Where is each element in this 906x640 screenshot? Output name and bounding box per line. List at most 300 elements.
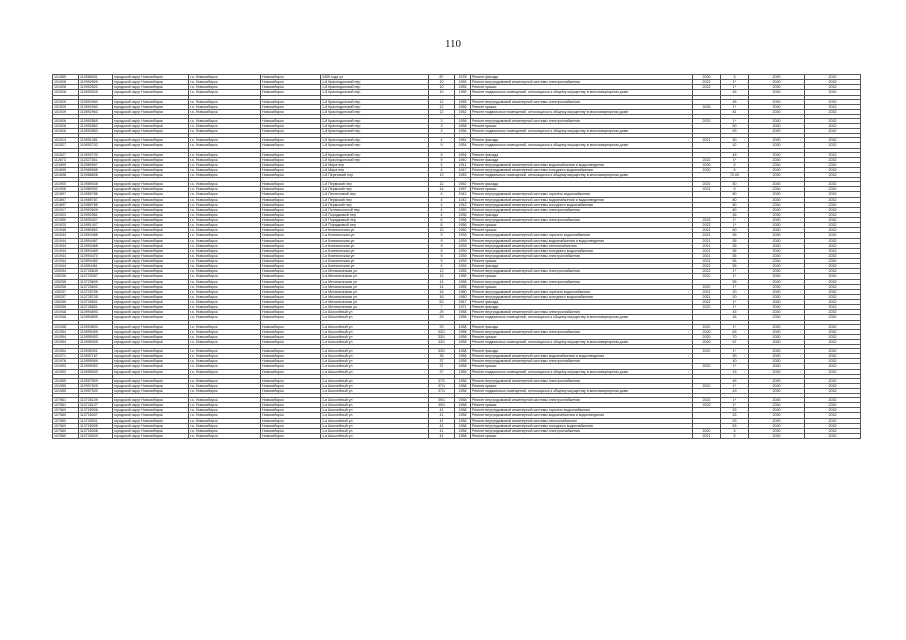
cell-plan-start: 2030: [749, 197, 805, 202]
cell-plan-end: 2032: [805, 173, 861, 178]
cell-year-built: 1953: [455, 173, 471, 178]
cell-street: 1-я Шоссейный ул: [321, 339, 429, 344]
cell-record-id: 110997505: [79, 383, 113, 388]
cell-year-built: 1955: [455, 274, 471, 279]
cell-year-built: 1958: [455, 329, 471, 334]
cell-record-id: 110725706: [79, 289, 113, 294]
cell-plan-start: 2030: [749, 192, 805, 197]
cell-municipality: городской округ Новосибирск: [113, 75, 189, 80]
cell-record-id: 110994894: [79, 324, 113, 329]
cell-house-number: 9: [429, 143, 455, 148]
cell-street: 1-я Механическая ул: [321, 294, 429, 299]
cell-house-number: 9: [429, 259, 455, 264]
cell-plan-start: 2030: [749, 248, 805, 253]
cell-house-number: 12: [429, 109, 455, 114]
cell-house-number: 87: [429, 75, 455, 80]
cell-last-repair-year: 2021: [693, 243, 721, 248]
cell-plan-end: 2032: [805, 129, 861, 134]
cell-locality: Новосибирск: [261, 339, 321, 344]
cell-wear-percent: 67: [721, 339, 749, 344]
cell-wear-percent: 55: [721, 243, 749, 248]
cell-city-district: г.о. Новосибирск: [189, 403, 261, 408]
cell-wear-percent: 1*: [721, 300, 749, 305]
cell-work-type: Ремонт внутридомовой инженерной системы электроснабжения: [471, 428, 693, 433]
cell-street: 1-я Механическая ул: [321, 269, 429, 274]
cell-municipality: городской округ Новосибирск: [113, 90, 189, 95]
cell-house-number: 14: [429, 284, 455, 289]
cell-street: 1-й Краснодонский пер: [321, 138, 429, 143]
cell-street: 1-й Пермский пер: [321, 182, 429, 187]
cell-street: 1-я Шоссейный ул: [321, 428, 429, 433]
cell-house-number: 37/1: [429, 388, 455, 393]
cell-record-id: 110992822: [79, 85, 113, 90]
cell-plan-start: 2030: [749, 433, 805, 438]
cell-last-repair-year: 2022: [693, 85, 721, 90]
cell-plan-end: 2032: [805, 218, 861, 223]
cell-last-repair-year: 2022: [693, 403, 721, 408]
cell-house-number: 9: [429, 264, 455, 269]
cell-work-type: Ремонт фасада: [471, 75, 693, 80]
cell-house-number: 29: [429, 310, 455, 315]
cell-street: 1-я Шоссейный ул: [321, 310, 429, 315]
cell-record-id: 110989565: [79, 167, 113, 172]
cell-house-id: 101923: [53, 212, 79, 217]
cell-work-type: Ремонт подвальных помещений, относящихся к общему имуществу в многоквартирном доме: [471, 90, 693, 95]
cell-city-district: г.о. Новосибирск: [189, 408, 261, 413]
cell-house-id: 101948: [53, 228, 79, 233]
cell-municipality: городской округ Новосибирск: [113, 408, 189, 413]
cell-year-built: 1958: [455, 418, 471, 423]
cell-municipality: городской округ Новосибирск: [113, 423, 189, 428]
cell-plan-end: 2032: [805, 310, 861, 315]
cell-municipality: городской округ Новосибирск: [113, 284, 189, 289]
cell-work-type: Ремонт подвальных помещений, относящихся к общему имуществу в многоквартирном доме: [471, 369, 693, 374]
cell-house-number: 12: [429, 228, 455, 233]
cell-plan-end: 2032: [805, 202, 861, 207]
cell-plan-start: 2030: [749, 349, 805, 354]
cell-year-built: 1958: [455, 334, 471, 339]
cell-street: 1-й Краснодонский пер: [321, 124, 429, 129]
cell-city-district: г.о. Новосибирск: [189, 279, 261, 284]
cell-municipality: городской округ Новосибирск: [113, 305, 189, 310]
cell-street: 1-я Шоссейный ул: [321, 324, 429, 329]
cell-municipality: городской округ Новосибирск: [113, 259, 189, 264]
cell-city-district: г.о. Новосибирск: [189, 369, 261, 374]
cell-plan-end: 2032: [805, 138, 861, 143]
cell-year-built: 1958: [455, 129, 471, 134]
cell-city-district: г.о. Новосибирск: [189, 334, 261, 339]
cell-work-type: Ремонт внутридомовой инженерной системы водоснабжения и водоотведения: [471, 197, 693, 202]
cell-record-id: 110995401: [79, 349, 113, 354]
table-row: [53, 433, 861, 438]
cell-wear-percent: 63: [721, 329, 749, 334]
cell-plan-start: 2030: [749, 243, 805, 248]
cell-plan-start: 2030: [749, 269, 805, 274]
cell-plan-start: 2030: [749, 398, 805, 403]
cell-locality: Новосибирск: [261, 192, 321, 197]
cell-work-type: Ремонт внутридомовой инженерной системы горячего водоснабжения: [471, 289, 693, 294]
cell-wear-percent: 80: [721, 182, 749, 187]
cell-record-id: 110995069: [79, 359, 113, 364]
cell-locality: Новосибирск: [261, 408, 321, 413]
cell-city-district: г.о. Новосибирск: [189, 418, 261, 423]
cell-wear-percent: 1*: [721, 218, 749, 223]
cell-city-district: г.о. Новосибирск: [189, 253, 261, 258]
cell-street: 1-й Краснодонский пер: [321, 90, 429, 95]
cell-street: 1-я Шоссейный ул: [321, 388, 429, 393]
cell-year-built: 1954: [455, 143, 471, 148]
cell-record-id: 110726801: [79, 305, 113, 310]
cell-plan-end: 2032: [805, 403, 861, 408]
cell-plan-start: 2030: [749, 264, 805, 269]
cell-wear-percent: 5: [721, 162, 749, 167]
cell-street: 1-я Механическая ул: [321, 300, 429, 305]
cell-year-built: 1956: [455, 223, 471, 228]
cell-house-id: 101954: [53, 329, 79, 334]
cell-year-built: 1958: [455, 423, 471, 428]
cell-house-number: 41: [429, 408, 455, 413]
cell-work-type: Ремонт фасада: [471, 349, 693, 354]
cell-work-type: Ремонт внутридомовой инженерной системы электроснабжения: [471, 310, 693, 315]
cell-year-built: 1955: [455, 99, 471, 104]
cell-municipality: городской округ Новосибирск: [113, 403, 189, 408]
cell-wear-percent: 1*: [721, 403, 749, 408]
cell-street: 1-й Пестеловый пер: [321, 192, 429, 197]
cell-municipality: городской округ Новосибирск: [113, 349, 189, 354]
cell-locality: Новосибирск: [261, 413, 321, 418]
cell-locality: Новосибирск: [261, 279, 321, 284]
cell-municipality: городской округ Новосибирск: [113, 378, 189, 383]
cell-wear-percent: 5: [721, 187, 749, 192]
cell-year-built: 1956: [455, 218, 471, 223]
cell-wear-percent: 1*: [721, 364, 749, 369]
cell-house-number: 41: [429, 428, 455, 433]
cell-last-repair-year: 2020: [693, 329, 721, 334]
cell-work-type: Ремонт внутридомовой инженерной системы водоснабжения и водоотведения: [471, 413, 693, 418]
cell-wear-percent: 55: [721, 248, 749, 253]
cell-plan-start: 2030: [749, 289, 805, 294]
cell-house-id: 101955: [53, 378, 79, 383]
cell-locality: Новосибирск: [261, 274, 321, 279]
cell-last-repair-year: 2021: [693, 259, 721, 264]
cell-year-built: 1958: [455, 433, 471, 438]
cell-city-district: г.о. Новосибирск: [189, 428, 261, 433]
cell-municipality: городской округ Новосибирск: [113, 329, 189, 334]
cell-work-type: Ремонт крыши: [471, 187, 693, 192]
cell-record-id: 110989787: [79, 197, 113, 202]
cell-year-built: 1960: [455, 289, 471, 294]
cell-locality: Новосибирск: [261, 300, 321, 305]
cell-municipality: городской округ Новосибирск: [113, 162, 189, 167]
cell-locality: Новосибирск: [261, 207, 321, 212]
cell-city-district: г.о. Новосибирск: [189, 157, 261, 162]
cell-locality: Новосибирск: [261, 433, 321, 438]
cell-city-district: г.о. Новосибирск: [189, 259, 261, 264]
cell-municipality: городской округ Новосибирск: [113, 383, 189, 388]
cell-plan-start: 2030: [749, 182, 805, 187]
cell-city-district: г.о. Новосибирск: [189, 243, 261, 248]
cell-house-number: 29: [429, 324, 455, 329]
cell-house-id: 101944: [53, 253, 79, 258]
cell-house-number: 4: [429, 207, 455, 212]
cell-wear-percent: 53: [721, 418, 749, 423]
cell-work-type: Ремонт крыши: [471, 334, 693, 339]
cell-plan-start: 2030: [749, 90, 805, 95]
cell-house-id: 101897: [53, 192, 79, 197]
cell-house-id: 112673: [53, 157, 79, 162]
cell-record-id: 110726601: [79, 300, 113, 305]
cell-locality: Новосибирск: [261, 369, 321, 374]
cell-plan-end: 2032: [805, 354, 861, 359]
cell-municipality: городской округ Новосибирск: [113, 428, 189, 433]
cell-wear-percent: 1*: [721, 269, 749, 274]
cell-wear-percent: 1*: [721, 274, 749, 279]
cell-record-id: 110992703: [79, 152, 113, 157]
cell-street: 1-я Клиническая ул: [321, 243, 429, 248]
cell-wear-percent: 1*: [721, 305, 749, 310]
cell-municipality: городской округ Новосибирск: [113, 369, 189, 374]
cell-street: 1-й Краснодонский пер: [321, 143, 429, 148]
cell-street: 1-й Краснодонский пер: [321, 104, 429, 109]
cell-city-district: г.о. Новосибирск: [189, 129, 261, 134]
cell-year-built: 1942: [455, 192, 471, 197]
cell-work-type: Ремонт внутридомовой инженерной системы водоснабжения и водоотведения: [471, 162, 693, 167]
cell-year-built: 1954: [455, 152, 471, 157]
cell-plan-end: 2032: [805, 243, 861, 248]
cell-plan-end: 2032: [805, 259, 861, 264]
cell-municipality: городской округ Новосибирск: [113, 238, 189, 243]
cell-record-id: 110726009: [79, 433, 113, 438]
cell-locality: Новосибирск: [261, 324, 321, 329]
cell-plan-end: 2032: [805, 75, 861, 80]
cell-year-built: 1955: [455, 90, 471, 95]
cell-street: 1-я Клиническая ул: [321, 259, 429, 264]
cell-house-id: 101898: [53, 173, 79, 178]
cell-house-id: 101928: [53, 90, 79, 95]
cell-last-repair-year: 2022: [693, 269, 721, 274]
cell-wear-percent: 70: [721, 334, 749, 339]
page-number: 110: [444, 38, 462, 50]
cell-plan-start: 2030: [749, 359, 805, 364]
cell-record-id: 110989557: [79, 162, 113, 167]
cell-municipality: городской округ Новосибирск: [113, 339, 189, 344]
cell-municipality: городской округ Новосибирск: [113, 157, 189, 162]
cell-house-number: 39/1: [429, 398, 455, 403]
cell-last-repair-year: 2022: [693, 300, 721, 305]
cell-plan-start: 2030: [749, 233, 805, 238]
cell-plan-start: 2030: [749, 388, 805, 393]
cell-record-id: 110726109: [79, 398, 113, 403]
cell-wear-percent: 5: [721, 433, 749, 438]
cell-city-district: г.о. Новосибирск: [189, 187, 261, 192]
cell-record-id: 110991481: [79, 138, 113, 143]
cell-work-type: Ремонт крыши: [471, 364, 693, 369]
cell-house-id: 101948: [53, 315, 79, 320]
cell-plan-end: 2032: [805, 167, 861, 172]
cell-plan-start: 2030: [749, 413, 805, 418]
cell-work-type: Ремонт внутридомовой инженерной системы холодного водоснабжения: [471, 167, 693, 172]
cell-plan-end: 2032: [805, 305, 861, 310]
cell-record-id: 110726008: [79, 428, 113, 433]
cell-wear-percent: 45: [721, 310, 749, 315]
cell-work-type: Ремонт внутридомовой инженерной системы теплоснабжения: [471, 418, 693, 423]
cell-year-built: 1939: [455, 248, 471, 253]
cell-last-repair-year: 2030: [693, 162, 721, 167]
cell-work-type: Ремонт внутридомовой инженерной системы электроснабжения: [471, 329, 693, 334]
cell-record-id: 110992869: [79, 118, 113, 123]
cell-house-id: 107560: [53, 413, 79, 418]
cell-work-type: Ремонт подвальных помещений, относящихся к общему имуществу в многоквартирном доме: [471, 109, 693, 114]
cell-plan-end: 2032: [805, 248, 861, 253]
cell-plan-start: 2030: [749, 109, 805, 114]
cell-plan-end: 2032: [805, 264, 861, 269]
cell-plan-start: 2030: [749, 212, 805, 217]
capital-repair-register-table: [52, 74, 861, 439]
table-body: [53, 75, 861, 439]
cell-street: 1-й Почтальонный пер: [321, 207, 429, 212]
cell-house-id: 101917: [53, 207, 79, 212]
cell-plan-start: 2030: [749, 138, 805, 143]
cell-street: 1-й Пермский пер: [321, 202, 429, 207]
cell-house-id: 101897: [53, 202, 79, 207]
cell-street: 1-я Клиническая ул: [321, 248, 429, 253]
cell-last-repair-year: 2022: [693, 274, 721, 279]
cell-street: 1-й Краснодонский пер: [321, 152, 429, 157]
cell-house-number: 33/1: [429, 329, 455, 334]
cell-locality: Новосибирск: [261, 182, 321, 187]
cell-municipality: городской округ Новосибирск: [113, 269, 189, 274]
cell-last-repair-year: 2021: [693, 294, 721, 299]
cell-house-number: 41: [429, 423, 455, 428]
cell-municipality: городской округ Новосибирск: [113, 129, 189, 134]
cell-record-id: 110994467: [79, 238, 113, 243]
cell-locality: Новосибирск: [261, 398, 321, 403]
cell-year-built: 1936: [455, 212, 471, 217]
cell-last-repair-year: 2022: [693, 157, 721, 162]
cell-municipality: городской округ Новосибирск: [113, 124, 189, 129]
cell-locality: Новосибирск: [261, 152, 321, 157]
cell-plan-start: 2030: [749, 143, 805, 148]
cell-plan-start: 2030: [749, 223, 805, 228]
cell-wear-percent: 1*: [721, 284, 749, 289]
cell-city-district: г.о. Новосибирск: [189, 398, 261, 403]
cell-locality: Новосибирск: [261, 104, 321, 109]
cell-municipality: городской округ Новосибирск: [113, 315, 189, 320]
cell-house-number: 14: [429, 187, 455, 192]
cell-municipality: городской округ Новосибирск: [113, 310, 189, 315]
cell-year-built: 1955: [455, 269, 471, 274]
cell-record-id: 110725705: [79, 294, 113, 299]
cell-year-built: 1947: [455, 300, 471, 305]
cell-year-built: 1978: [455, 75, 471, 80]
cell-house-id: 101585: [53, 75, 79, 80]
cell-municipality: городской округ Новосибирск: [113, 248, 189, 253]
cell-house-id: 101895: [53, 162, 79, 167]
cell-wear-percent: 45: [721, 212, 749, 217]
cell-work-type: Ремонт фасада: [471, 324, 693, 329]
cell-house-id: 105256: [53, 279, 79, 284]
cell-house-id: 105256: [53, 284, 79, 289]
cell-wear-percent: 1*: [721, 85, 749, 90]
cell-house-id: 101944: [53, 248, 79, 253]
cell-wear-percent: 1*: [721, 398, 749, 403]
cell-plan-start: 2030: [749, 305, 805, 310]
cell-city-district: г.о. Новосибирск: [189, 85, 261, 90]
cell-record-id: 110725602: [79, 284, 113, 289]
cell-house-number: 10: [429, 85, 455, 90]
cell-plan-start: 2030: [749, 218, 805, 223]
cell-city-district: г.о. Новосибирск: [189, 388, 261, 393]
cell-house-id: 101897: [53, 197, 79, 202]
cell-city-district: г.о. Новосибирск: [189, 233, 261, 238]
cell-city-district: г.о. Новосибирск: [189, 269, 261, 274]
cell-plan-start: 2030: [749, 157, 805, 162]
cell-city-district: г.о. Новосибирск: [189, 413, 261, 418]
cell-work-type: Ремонт подвальных помещений, относящихся к общему имуществу в многоквартирном доме: [471, 388, 693, 393]
cell-municipality: городской округ Новосибирск: [113, 418, 189, 423]
cell-city-district: г.о. Новосибирск: [189, 218, 261, 223]
cell-house-number: 4: [429, 162, 455, 167]
cell-city-district: г.о. Новосибирск: [189, 223, 261, 228]
cell-record-id: 110994462: [79, 259, 113, 264]
cell-locality: Новосибирск: [261, 310, 321, 315]
cell-record-id: 110989785: [79, 202, 113, 207]
cell-last-repair-year: 2022: [693, 305, 721, 310]
cell-street: 1-й Пермский пер: [321, 197, 429, 202]
cell-municipality: городской округ Новосибирск: [113, 388, 189, 393]
cell-municipality: городской округ Новосибирск: [113, 294, 189, 299]
cell-locality: Новосибирск: [261, 167, 321, 172]
cell-work-type: Ремонт внутридомовой инженерной системы горячего водоснабжения: [471, 233, 693, 238]
cell-wear-percent: 5: [721, 428, 749, 433]
cell-year-built: 1941: [455, 162, 471, 167]
cell-year-built: 1958: [455, 279, 471, 284]
cell-municipality: городской округ Новосибирск: [113, 167, 189, 172]
cell-wear-percent: 53: [721, 423, 749, 428]
cell-house-id: 101993: [53, 364, 79, 369]
cell-record-id: 110995052: [79, 364, 113, 369]
cell-city-district: г.о. Новосибирск: [189, 109, 261, 114]
cell-house-number: 35: [429, 354, 455, 359]
cell-municipality: городской округ Новосибирск: [113, 279, 189, 284]
cell-last-repair-year: 2021: [693, 433, 721, 438]
cell-work-type: Ремонт фасада: [471, 264, 693, 269]
cell-municipality: городской округ Новосибирск: [113, 334, 189, 339]
cell-house-id: 101527: [53, 152, 79, 157]
cell-city-district: г.о. Новосибирск: [189, 329, 261, 334]
cell-plan-start: 2030: [749, 339, 805, 344]
cell-last-repair-year: 2022: [693, 218, 721, 223]
cell-street: 1-й Краснодонский пер: [321, 157, 429, 162]
cell-plan-start: 2030: [749, 310, 805, 315]
cell-street: 1-й Краснодонский пер: [321, 99, 429, 104]
cell-wear-percent: 55: [721, 238, 749, 243]
cell-wear-percent: 90: [721, 354, 749, 359]
cell-municipality: городской округ Новосибирск: [113, 197, 189, 202]
cell-locality: Новосибирск: [261, 85, 321, 90]
cell-wear-percent: 55: [721, 264, 749, 269]
cell-city-district: г.о. Новосибирск: [189, 324, 261, 329]
cell-plan-start: 2030: [749, 124, 805, 129]
cell-municipality: городской округ Новосибирск: [113, 202, 189, 207]
cell-street: 1-я Шоссейный ул: [321, 418, 429, 423]
cell-year-built: 1939: [455, 243, 471, 248]
cell-wear-percent: 40: [721, 359, 749, 364]
cell-year-built: 1958: [455, 349, 471, 354]
cell-last-repair-year: 2021: [693, 248, 721, 253]
cell-record-id: 110992809: [79, 80, 113, 85]
cell-plan-end: 2032: [805, 118, 861, 123]
